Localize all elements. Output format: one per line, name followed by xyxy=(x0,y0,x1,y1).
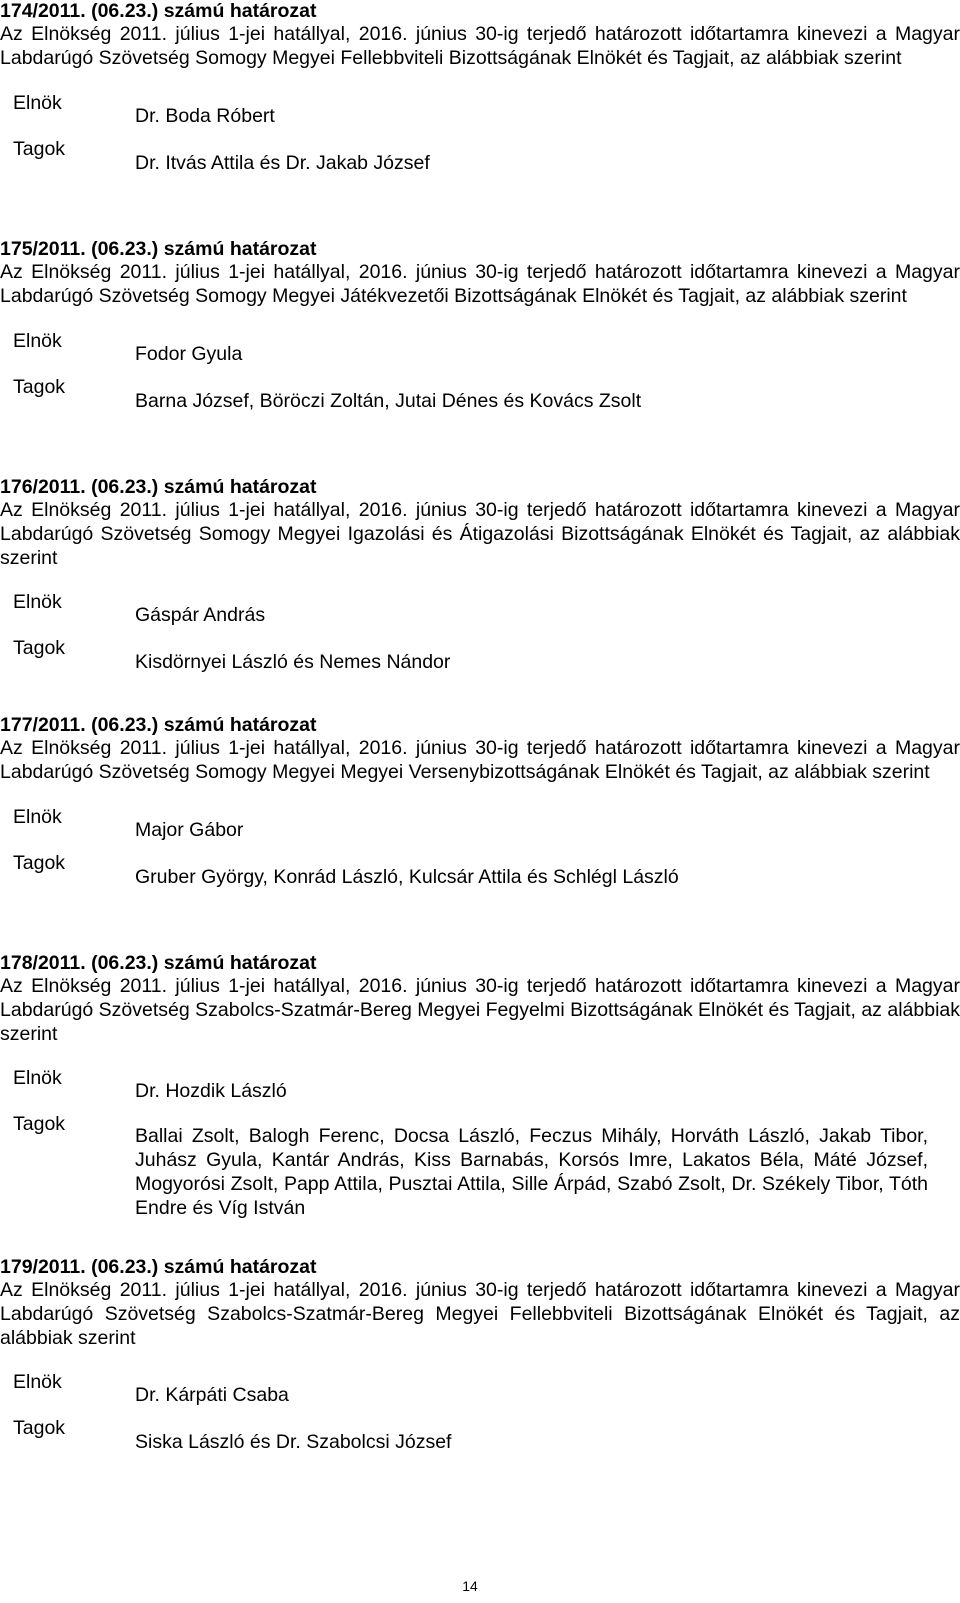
decision-title: 174/2011. (06.23.) számú határozat xyxy=(0,0,317,22)
chair-label: Elnök xyxy=(13,1067,62,1090)
members-names: Dr. Itvás Attila és Dr. Jakab József xyxy=(135,151,430,174)
chair-label: Elnök xyxy=(13,805,62,828)
decision-title: 176/2011. (06.23.) számú határozat xyxy=(0,476,317,498)
appointees xyxy=(0,1046,960,1220)
decision-body: Az Elnökség 2011. július 1-jei hatállyal, 2016. június 30-ig terjedő határozott időtartamra kinevezi a Magyar Labdarúgó Szövetség Somogy Megyei Fellebbviteli Bizottságának Elnökét és Tagjait, az alábbiak szerint xyxy=(0,23,960,69)
chair-name: Major Gábor xyxy=(135,818,244,841)
decision-175 xyxy=(0,238,960,412)
members-names: Siska László és Dr. Szabolcsi József xyxy=(135,1431,452,1454)
page-number: 14 xyxy=(462,1578,478,1594)
chair-label: Elnök xyxy=(13,91,62,114)
members-label: Tagok xyxy=(13,137,66,160)
decision-title: 175/2011. (06.23.) számú határozat xyxy=(0,238,317,260)
appointees xyxy=(0,570,960,674)
members-label: Tagok xyxy=(13,375,66,398)
members-label: Tagok xyxy=(13,851,66,874)
chair-label: Elnök xyxy=(13,1371,62,1394)
decision-title: 179/2011. (06.23.) számú határozat xyxy=(0,1256,317,1278)
chair-label: Elnök xyxy=(13,591,62,614)
decision-174 xyxy=(0,0,960,174)
chair-name: Dr. Hozdik László xyxy=(135,1080,287,1103)
members-label: Tagok xyxy=(13,1113,66,1136)
appointees xyxy=(0,785,960,888)
decision-body: Az Elnökség 2011. július 1-jei hatállyal, 2016. június 30-ig terjedő határozott időtartamra kinevezi a Magyar Labdarúgó Szövetség Somogy Megyei Játékvezetői Bizottságának Elnökét és Tagjait, az alábbiak szerint xyxy=(0,261,960,307)
members-label: Tagok xyxy=(13,1417,66,1440)
chair-name: Dr. Kárpáti Csaba xyxy=(135,1384,289,1407)
decision-178 xyxy=(0,952,960,1220)
chair-name: Fodor Gyula xyxy=(135,342,243,365)
decision-179 xyxy=(0,1256,960,1454)
appointees xyxy=(0,309,960,412)
decision-body: Az Elnökség 2011. július 1-jei hatállyal, 2016. június 30-ig terjedő határozott időtartamra kinevezi a Magyar Labdarúgó Szövetség Szabolcs-Szatmár-Bereg Megyei Fegyelmi Bizottságának Elnökét és Tagjait, az alábbiak szerint xyxy=(0,975,960,1045)
decision-177 xyxy=(0,714,960,888)
decision-body: Az Elnökség 2011. július 1-jei hatállyal, 2016. június 30-ig terjedő határozott időtartamra kinevezi a Magyar Labdarúgó Szövetség Somogy Megyei Megyei Versenybizottságának Elnökét és Tagjait, az alábbiak szerint xyxy=(0,737,960,783)
decision-body: Az Elnökség 2011. július 1-jei hatállyal, 2016. június 30-ig terjedő határozott időtartamra kinevezi a Magyar Labdarúgó Szövetség Szabolcs-Szatmár-Bereg Megyei Fellebbviteli Bizottságának Elnökét és Tagjait, az alábbiak szerint xyxy=(0,1279,960,1349)
decision-title: 177/2011. (06.23.) számú határozat xyxy=(0,714,317,736)
members-label: Tagok xyxy=(13,637,66,660)
members-names: Kisdörnyei László és Nemes Nándor xyxy=(135,651,451,674)
chair-label: Elnök xyxy=(13,329,62,352)
chair-name: Gáspár András xyxy=(135,604,266,627)
members-names: Ballai Zsolt, Balogh Ferenc, Docsa László, Feczus Mihály, Horváth László, Jakab Tibor, Juhász Gyula, Kantár András, Kiss Barnabás, Korsós Imre, Lakatos Béla, Máté József, Mogyorósi Zsolt, Papp Attila, Pusztai Attila, Sille Árpád, Szabó Zsolt, Dr. Székely Tibor, Tóth Endre és Víg István xyxy=(135,1125,928,1220)
decision-title: 178/2011. (06.23.) számú határozat xyxy=(0,952,317,974)
decision-body: Az Elnökség 2011. július 1-jei hatállyal, 2016. június 30-ig terjedő határozott időtartamra kinevezi a Magyar Labdarúgó Szövetség Somogy Megyei Igazolási és Átigazolási Bizottságának Elnökét és Tagjait, az alábbiak szerint xyxy=(0,499,960,569)
chair-name: Dr. Boda Róbert xyxy=(135,104,275,127)
appointees xyxy=(0,71,960,174)
decision-176 xyxy=(0,476,960,674)
members-names: Gruber György, Konrád László, Kulcsár Attila és Schlégl László xyxy=(135,865,679,888)
members-names: Barna József, Böröczi Zoltán, Jutai Dénes és Kovács Zsolt xyxy=(135,389,642,412)
appointees xyxy=(0,1350,960,1454)
